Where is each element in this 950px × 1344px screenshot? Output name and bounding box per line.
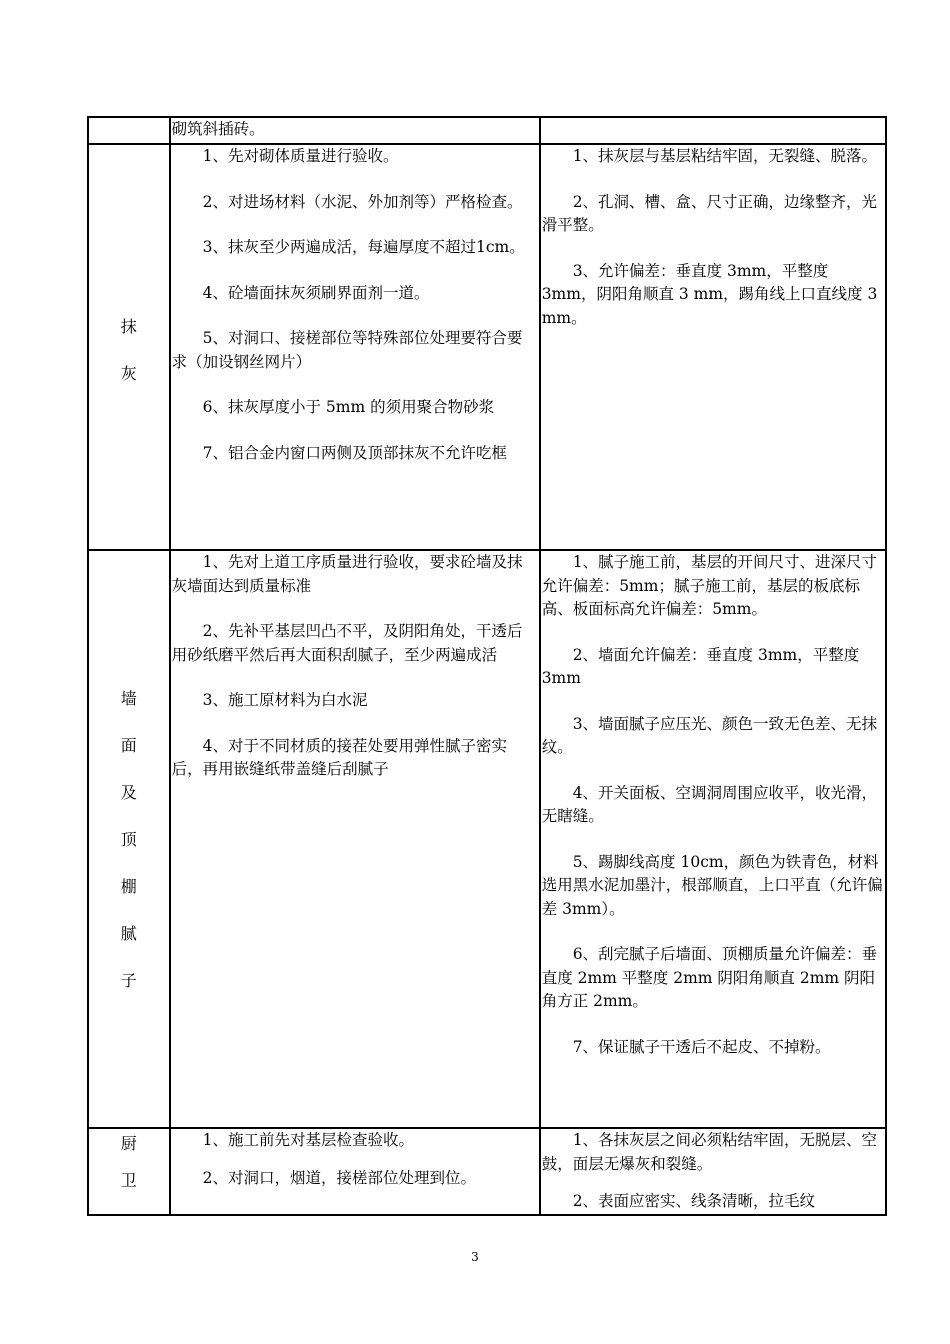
standard-item: 5、踢脚线高度 10cm，颜色为铁青色，材料选用黑水泥加墨汁，根部顺直，上口平直（允许偏差 3mm）。 [541,852,883,918]
standards-cell [540,144,886,550]
standard-item: 2、墙面允许偏差：垂直度 3mm，平整度 3mm [541,645,860,687]
category-cell [88,117,170,144]
requirement-item: 4、对于不同材质的接茬处要用弹性腻子密实后，再用嵌缝纸带盖缝后刮腻子 [171,736,507,778]
standard-item: 2、表面应密实、线条清晰，拉毛纹 [572,1192,816,1210]
requirement-item: 5、对洞口、接槎部位等特殊部位处理要符合要求（加设钢丝网片） [171,329,523,371]
page-number: 3 [471,1250,479,1264]
standards-cell [540,550,886,1128]
category-char: 墙 [120,688,137,708]
category-cell [88,550,170,1128]
requirement-item: 2、先补平基层凹凸不平，及阴阳角处，干透后用砂纸磨平然后再大面积刮腻子，至少两遍成活 [171,622,523,664]
table-row [88,144,886,550]
requirements-cell [170,144,540,550]
category-char: 灰 [120,364,137,383]
requirement-item: 1、先对砌体质量进行验收。 [202,147,399,165]
standard-item: 2、孔洞、槽、盒、尺寸正确，边缘整齐，光滑平整。 [541,192,878,234]
category-char: 子 [120,970,137,990]
requirement-item: 4、砼墙面抹灰须刷界面剂一道。 [202,283,430,302]
requirement-text: 砌筑斜插砖。 [171,120,265,138]
standard-item: 3、允许偏差：垂直度 3mm，平整度 3mm，阴阳角顺直 3 mm，踢角线上口直线度 3 mm。 [541,261,878,327]
category-char: 卫 [120,1171,137,1190]
requirement-item: 3、抹灰至少两遍成活，每遍厚度不超过1cm。 [202,238,525,256]
requirement-item: 1、先对上道工序质量进行验收，要求砼墙及抹灰墙面达到质量标准 [171,553,523,595]
category-cell [88,144,170,550]
requirements-cell [170,1128,540,1215]
standard-item: 1、腻子施工前，基层的开间尺寸、进深尺寸允许偏差：5mm；腻子施工前，基层的板底标高、板面标高允许偏差：5mm。 [541,553,878,618]
requirement-item: 6、抹灰厚度小于 5mm 的须用聚合物砂浆 [202,398,495,416]
standard-item: 4、开关面板、空调洞周围应收平，收光滑，无瞎缝。 [541,783,878,825]
standard-item: 1、各抹灰层之间必须粘结牢固，无脱层、空鼓，面层无爆灰和裂缝。 [541,1131,878,1173]
category-cell [88,1128,170,1215]
category-char: 顶 [120,829,137,849]
requirements-cell [170,117,540,144]
category-char: 面 [120,735,137,755]
category-char: 厨 [120,1134,137,1153]
standard-item: 6、刮完腻子后墙面、顶棚质量允许偏差：垂直度 2mm 平整度 2mm 阴阳角顺直 2mm 阴阳角方正 2mm。 [541,945,878,1010]
standards-cell [540,117,886,144]
requirement-item: 2、对进场材料（水泥、外加剂等）严格检查。 [202,192,523,211]
table-row [88,117,886,144]
table-row [88,1128,886,1215]
category-char: 抹 [120,317,137,336]
category-char: 腻 [120,923,137,943]
requirement-item: 1、施工前先对基层检查验收。 [202,1131,414,1149]
standard-item: 1、抹灰层与基层粘结牢固，无裂缝、脱落。 [572,147,878,165]
category-char: 棚 [120,876,137,896]
requirement-item: 7、铝合金内窗口两侧及顶部抹灰不允许吃框 [202,443,507,462]
standard-item: 3、墙面腻子应压光、颜色一致无色差、无抹纹。 [541,714,878,756]
standards-cell [540,1128,886,1215]
standard-item: 7、保证腻子干透后不起皮、不掉粉。 [572,1037,831,1056]
construction-standards-table [87,116,887,1216]
requirement-item: 2、对洞口，烟道，接槎部位处理到位。 [202,1168,476,1187]
requirement-item: 3、施工原材料为白水泥 [202,691,368,709]
table-row [88,550,886,1128]
category-char: 及 [120,782,137,802]
requirements-cell [170,550,540,1128]
